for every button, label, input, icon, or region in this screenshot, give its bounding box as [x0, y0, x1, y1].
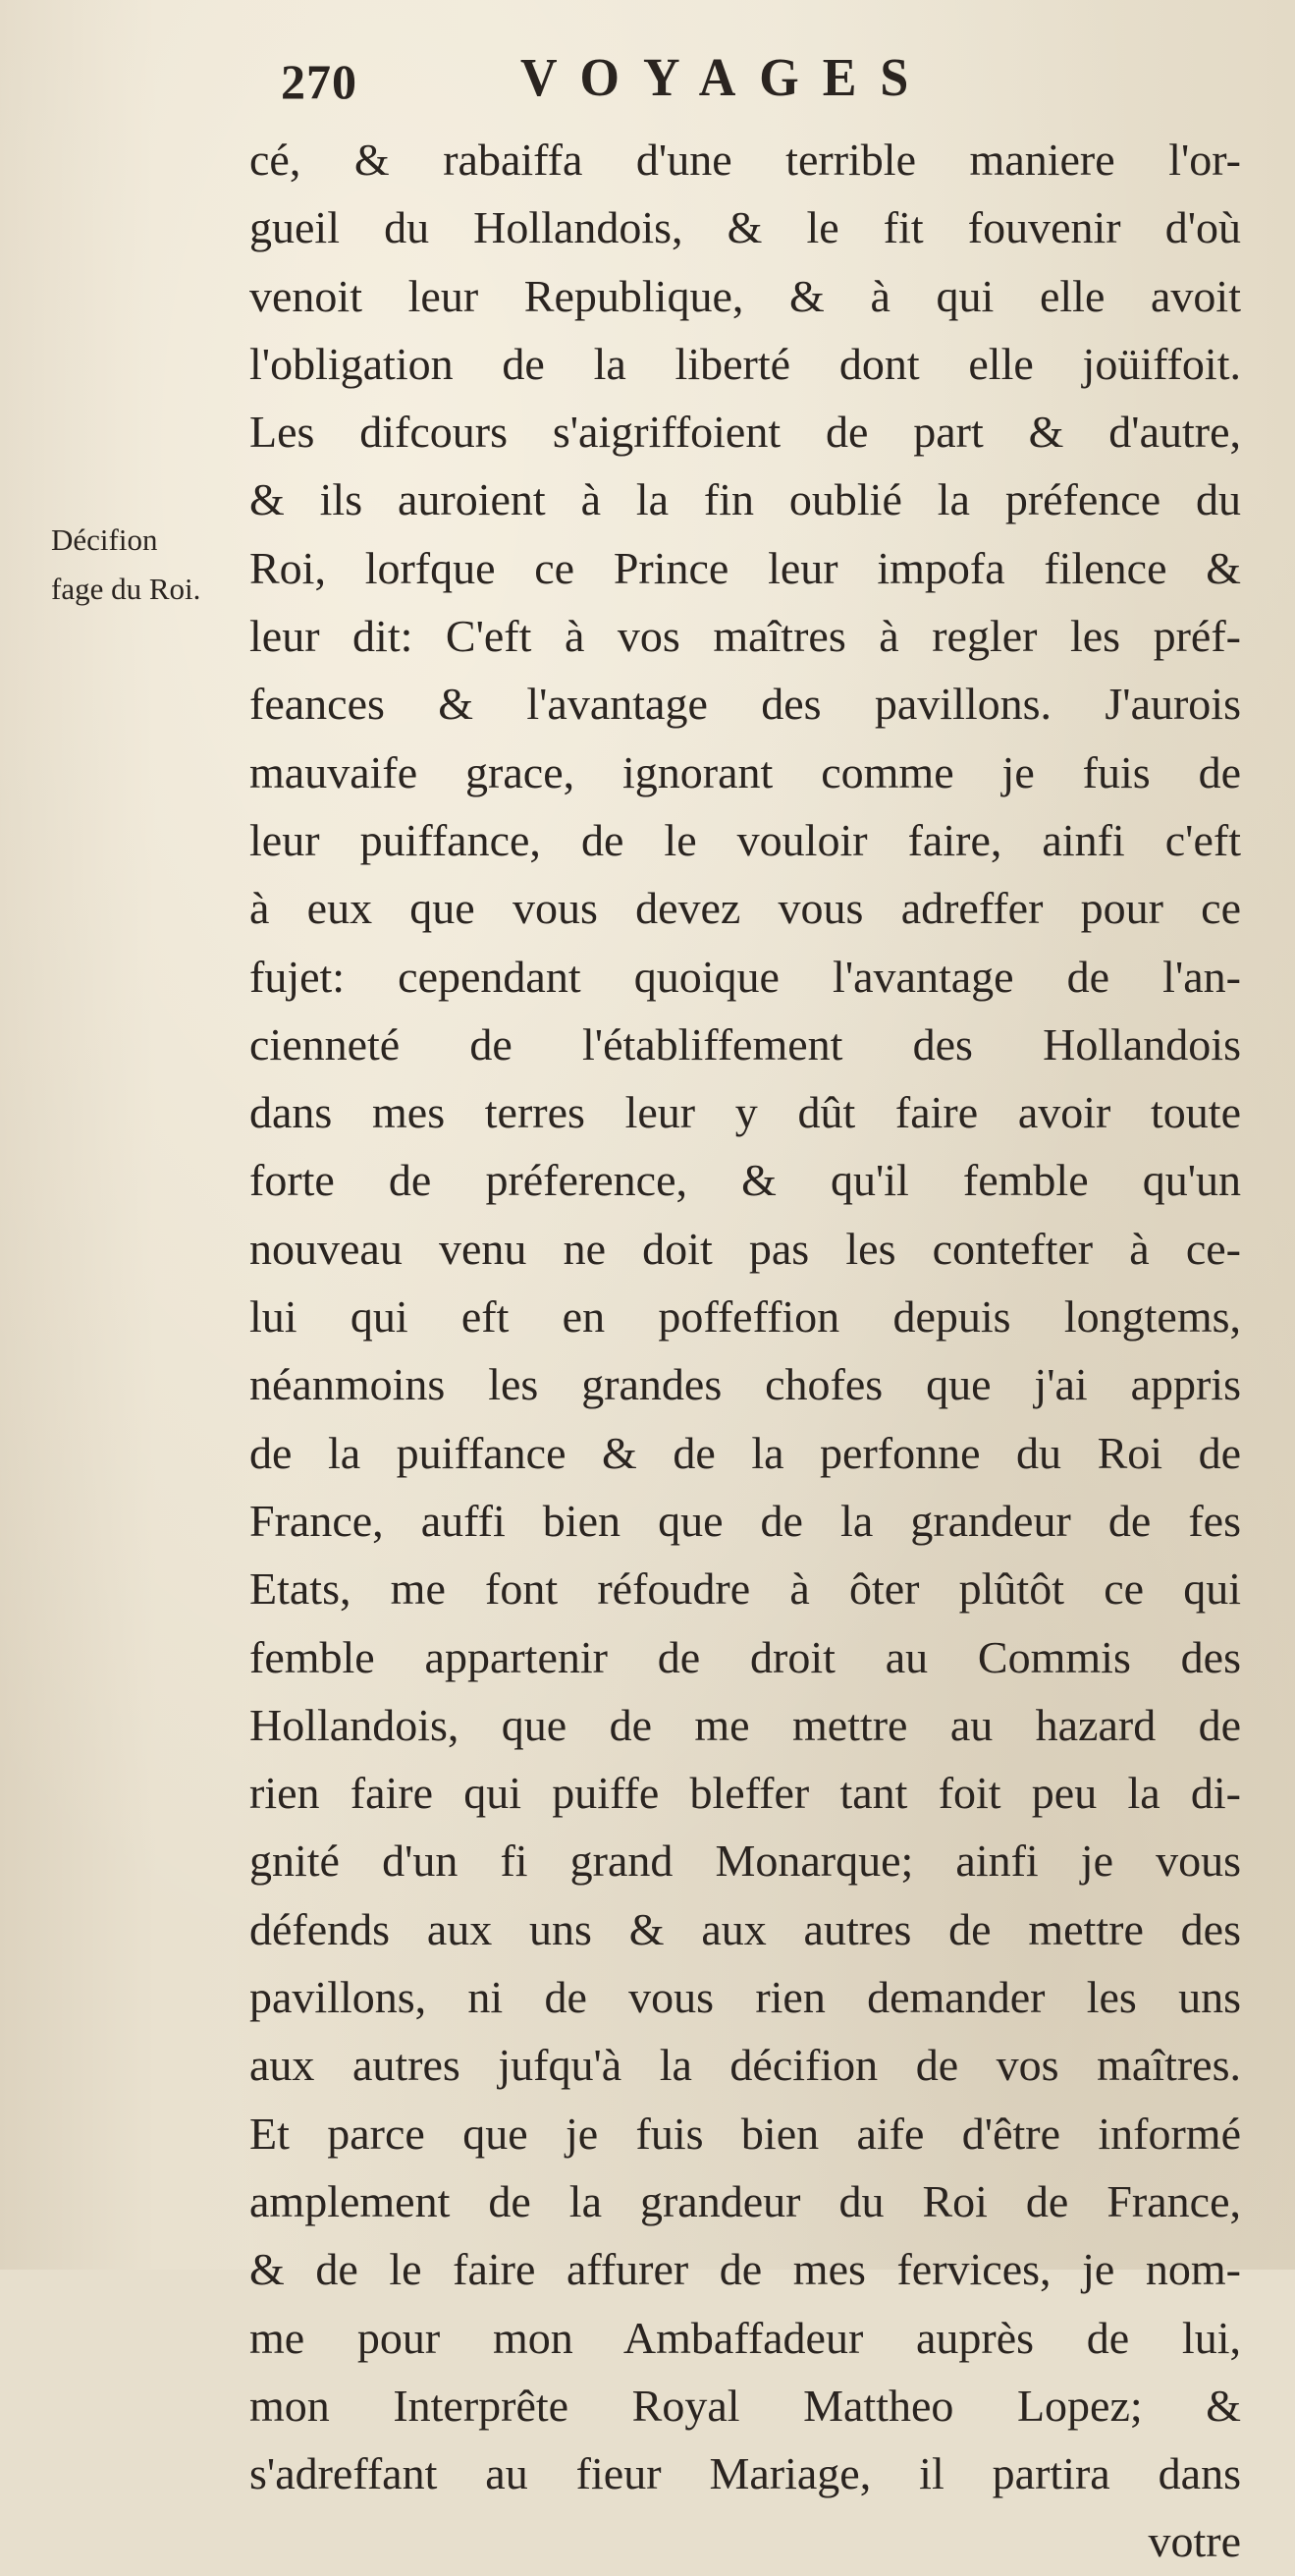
- text-line: gueil du Hollandois, & le fit fouvenir d'où: [249, 202, 1241, 253]
- text-line: à eux que vous devez vous adreffer pour ce: [249, 883, 1241, 934]
- text-line: pavillons, ni de vous rien demander les uns: [249, 1972, 1241, 2023]
- text-line: lui qui eft en poffeffion depuis longtems,: [249, 1291, 1241, 1343]
- text-line: Et parce que je fuis bien aife d'être informé: [249, 2108, 1241, 2159]
- catchword: votre: [1148, 2516, 1241, 2567]
- margin-note: [51, 516, 247, 614]
- body-text: [249, 126, 1241, 2576]
- text-line: & de le faire affurer de mes fervices, je nom-: [249, 2244, 1241, 2295]
- text-line: & ils auroient à la fin oublié la préfence du: [249, 474, 1241, 525]
- text-line: femble appartenir de droit au Commis des: [249, 1631, 1241, 1682]
- text-line: me pour mon Ambaffadeur auprès de lui,: [249, 2312, 1241, 2363]
- text-line: nouveau venu ne doit pas les contefter à ce-: [249, 1223, 1241, 1274]
- text-line: leur puiffance, de le vouloir faire, ainfi c'eft: [249, 814, 1241, 865]
- text-line: mauvaife grace, ignorant comme je fuis de: [249, 746, 1241, 797]
- text-line: de la puiffance & de la perfonne du Roi de: [249, 1427, 1241, 1478]
- text-line: venoit leur Republique, & à qui elle avoit: [249, 270, 1241, 321]
- text-line: feances & l'avantage des pavillons. J'aurois: [249, 679, 1241, 730]
- page-number: 270: [281, 54, 357, 109]
- text-line: aux autres jufqu'à la décifion de vos maîtres.: [249, 2040, 1241, 2091]
- text-line: Hollandois, que de me mettre au hazard de: [249, 1699, 1241, 1750]
- text-line: cé, & rabaiffa d'une terrible maniere l'or-: [249, 135, 1241, 185]
- text-line: amplement de la grandeur du Roi de France,: [249, 2175, 1241, 2226]
- text-line: Les difcours s'aigriffoient de part & d'autre,: [249, 407, 1241, 458]
- text-line: leur dit: C'eft à vos maîtres à regler les préf-: [249, 611, 1241, 662]
- text-line: France, auffi bien que de la grandeur de fes: [249, 1495, 1241, 1546]
- text-line: cienneté de l'établiffement des Hollandois: [249, 1018, 1241, 1069]
- text-line: fujet: cependant quoique l'avantage de l'an-: [249, 951, 1241, 1002]
- text-line: s'adreffant au fieur Mariage, il partira dans: [249, 2448, 1241, 2499]
- running-head: VOYAGES: [520, 48, 933, 108]
- text-line: forte de préference, & qu'il femble qu'un: [249, 1155, 1241, 1206]
- text-line: rien faire qui puiffe bleffer tant foit peu la di-: [249, 1768, 1241, 1819]
- margin-note-line: Décifion: [51, 522, 158, 557]
- page-header: [0, 47, 1295, 116]
- text-line: l'obligation de la liberté dont elle joüiffoit.: [249, 338, 1241, 389]
- text-line: dans mes terres leur y dût faire avoir toute: [249, 1087, 1241, 1138]
- text-line: Roi, lorfque ce Prince leur impofa filence &: [249, 542, 1241, 593]
- margin-note-line: fage du Roi.: [51, 572, 201, 606]
- text-line: gnité d'un fi grand Monarque; ainfi je vous: [249, 1836, 1241, 1887]
- text-line: Etats, me font réfoudre à ôter plûtôt ce qui: [249, 1563, 1241, 1615]
- text-line: mon Interprête Royal Mattheo Lopez; &: [249, 2380, 1241, 2431]
- text-line: néanmoins les grandes chofes que j'ai appris: [249, 1359, 1241, 1410]
- text-line: défends aux uns & aux autres de mettre des: [249, 1903, 1241, 1954]
